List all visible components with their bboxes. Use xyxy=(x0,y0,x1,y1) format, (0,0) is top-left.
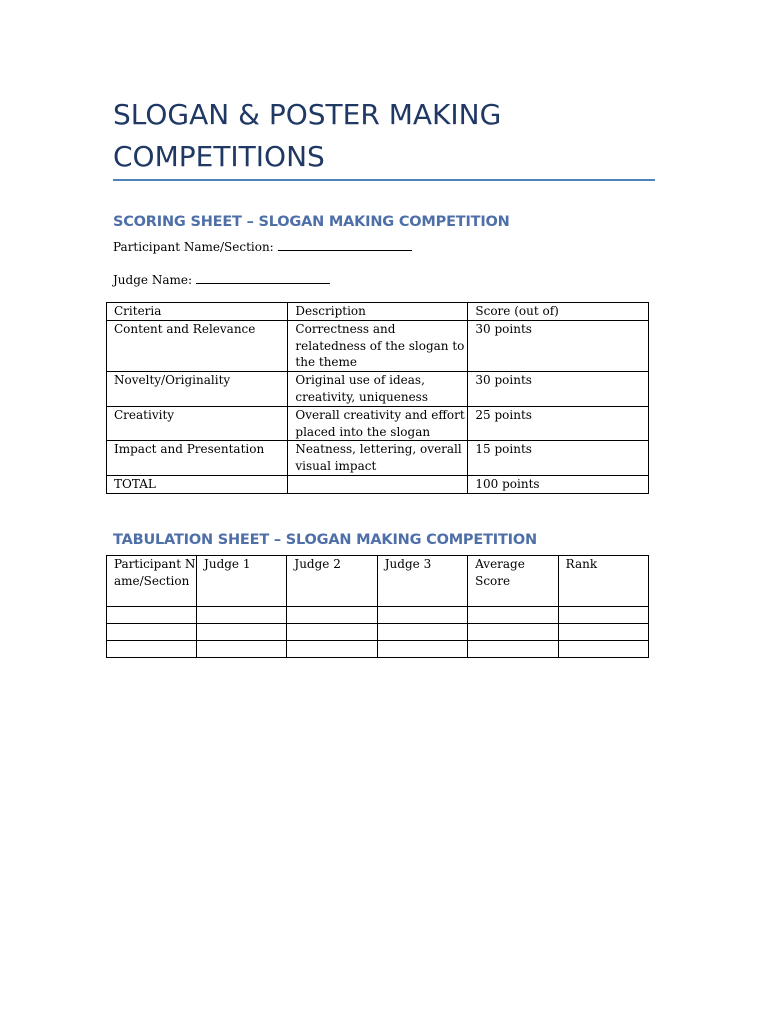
header-judge-1: Judge 1 xyxy=(197,556,287,607)
table-row xyxy=(107,372,649,407)
empty-cell xyxy=(468,607,559,624)
empty-cell xyxy=(377,607,467,624)
empty-cell xyxy=(558,641,648,658)
empty-cell xyxy=(558,607,648,624)
table-row xyxy=(107,624,649,641)
empty-cell xyxy=(287,641,377,658)
description-cell: Correctness and relatedness of the slogan to the theme xyxy=(288,320,468,371)
tabulation-header-row xyxy=(107,556,649,607)
score-cell: 15 points xyxy=(468,441,649,476)
participant-name-blank xyxy=(278,239,412,251)
score-cell: 30 points xyxy=(468,372,649,407)
empty-cell xyxy=(468,641,559,658)
header-judge-3: Judge 3 xyxy=(377,556,467,607)
total-row xyxy=(107,475,649,493)
header-description: Description xyxy=(288,303,468,321)
empty-cell xyxy=(107,607,197,624)
title-divider xyxy=(113,179,655,181)
scoring-header-row xyxy=(107,303,649,321)
judge-name-blank xyxy=(196,272,330,284)
empty-cell xyxy=(377,641,467,658)
description-cell: Original use of ideas, creativity, uniqueness xyxy=(288,372,468,407)
table-row xyxy=(107,641,649,658)
criteria-cell: Creativity xyxy=(107,406,288,441)
criteria-cell: Impact and Presentation xyxy=(107,441,288,476)
description-cell: Overall creativity and effort placed into the slogan xyxy=(288,406,468,441)
empty-cell xyxy=(197,624,287,641)
empty-cell xyxy=(468,624,559,641)
scoring-table xyxy=(106,302,649,494)
empty-cell xyxy=(107,641,197,658)
score-cell: 100 points xyxy=(468,475,649,493)
participant-name-label: Participant Name/Section: xyxy=(113,240,274,254)
judge-name-label: Judge Name: xyxy=(113,273,192,287)
header-rank: Rank xyxy=(558,556,648,607)
table-row xyxy=(107,320,649,371)
empty-cell xyxy=(197,641,287,658)
empty-cell xyxy=(377,624,467,641)
table-row xyxy=(107,607,649,624)
criteria-cell: Content and Relevance xyxy=(107,320,288,371)
header-judge-2: Judge 2 xyxy=(287,556,377,607)
table-row xyxy=(107,406,649,441)
tabulation-sheet-heading: TABULATION SHEET – SLOGAN MAKING COMPETITION xyxy=(113,532,537,548)
criteria-cell: Novelty/Originality xyxy=(107,372,288,407)
empty-cell xyxy=(197,607,287,624)
participant-name-field xyxy=(113,239,412,255)
empty-cell xyxy=(287,607,377,624)
tabulation-table xyxy=(106,555,649,658)
table-row xyxy=(107,441,649,476)
header-average-score: Average Score xyxy=(468,556,559,607)
empty-cell xyxy=(287,624,377,641)
score-cell: 25 points xyxy=(468,406,649,441)
scoring-sheet-heading: SCORING SHEET – SLOGAN MAKING COMPETITION xyxy=(113,214,510,230)
header-score: Score (out of) xyxy=(468,303,649,321)
empty-cell xyxy=(558,624,648,641)
header-criteria: Criteria xyxy=(107,303,288,321)
description-cell xyxy=(288,475,468,493)
empty-cell xyxy=(107,624,197,641)
judge-name-field xyxy=(113,272,330,288)
document-title xyxy=(113,94,658,178)
score-cell: 30 points xyxy=(468,320,649,371)
criteria-cell: TOTAL xyxy=(107,475,288,493)
title-line-2: COMPETITIONS xyxy=(113,140,325,173)
title-line-1: SLOGAN & POSTER MAKING xyxy=(113,98,502,131)
header-participant: Participant Name/Section xyxy=(107,556,197,607)
description-cell: Neatness, lettering, overall visual impact xyxy=(288,441,468,476)
